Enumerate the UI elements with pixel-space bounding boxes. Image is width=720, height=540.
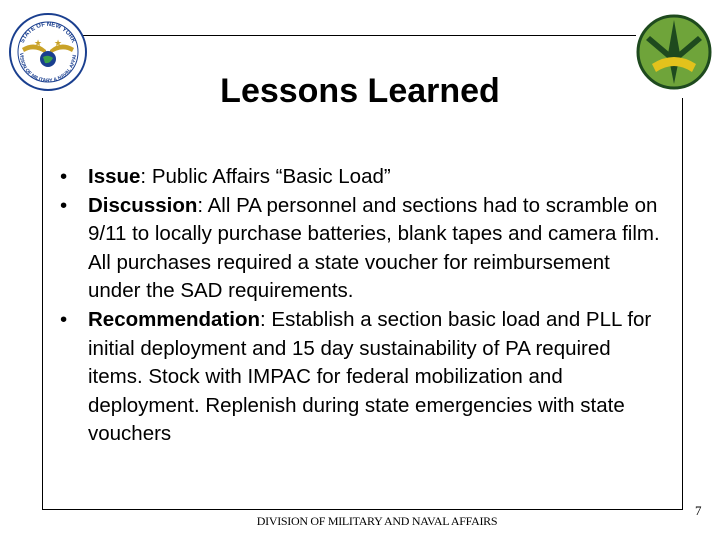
frame-top-rule xyxy=(62,35,636,36)
bullet-label: Issue xyxy=(88,165,141,188)
svg-text:DIVISION OF MILITARY & NAVAL A: VISION OF MILITARY & NAVAL AFFAI xyxy=(17,52,78,85)
bullet-glyph: • xyxy=(60,307,68,331)
svg-text:★: ★ xyxy=(34,39,43,49)
svg-text:STATE OF NEW YORK: STATE OF NEW YORK xyxy=(19,21,77,45)
bullet-text: : Public Affairs “Basic Load” xyxy=(140,165,391,188)
bullet-text: : Establish a section basic load and PLL for initial deployment and 15 day sustainability of PA required items. Stock with IMPAC for federal mobilization and deployment. Replenish during state emergencies with state vouchers xyxy=(88,307,652,446)
frame-bottom-rule xyxy=(42,509,683,510)
bullet-label: Discussion xyxy=(88,193,198,217)
bullet-discussion xyxy=(60,192,660,306)
footer-organization: DIVISION OF MILITARY AND NAVAL AFFAIRS xyxy=(256,514,498,528)
bullet-text: : All PA personnel and sections had to scramble on 9/11 to locally purchase batteries, blank tapes and camera film. All purchases required a state voucher for reimbursement under the SAD requirements. xyxy=(88,193,660,303)
frame-left-rule xyxy=(42,98,43,510)
bullet-recommendation xyxy=(60,306,660,449)
slide-title: Lessons Learned xyxy=(220,72,500,110)
page-number: 7 xyxy=(695,503,702,518)
svg-text:★: ★ xyxy=(54,39,63,49)
bullet-glyph: • xyxy=(60,165,68,188)
bullet-glyph: • xyxy=(60,193,68,217)
bullet-label: Recommendation xyxy=(88,307,260,331)
bullet-issue xyxy=(60,163,660,192)
frame-right-rule xyxy=(682,98,683,510)
bullet-list xyxy=(60,163,660,449)
